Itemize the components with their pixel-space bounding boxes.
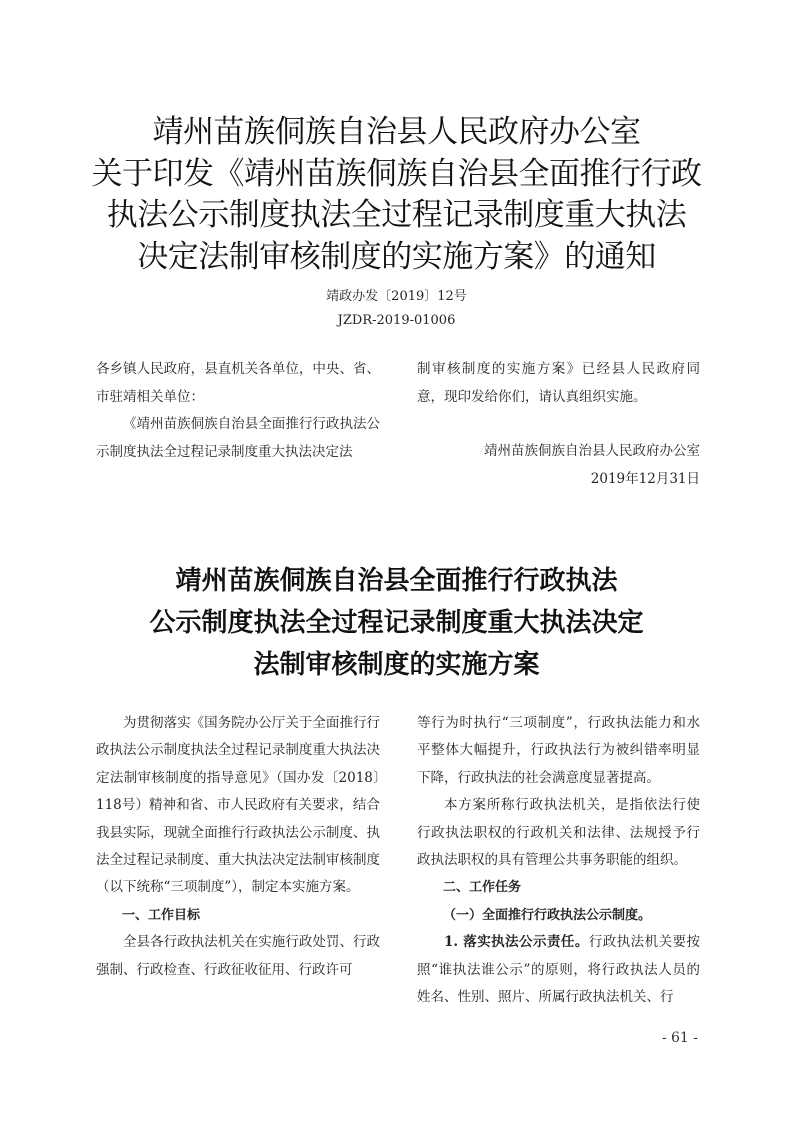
item-text: 行政执法机关要按照“谁执法谁公示”的原则，将行政执法人员的姓名、性别、照片、所属行政执法机关、行 (417, 934, 700, 1006)
notice-paragraph: 《靖州苗族侗族自治县全面推行行政执法公示制度执法全过程记录制度重大执法决定法 (96, 416, 380, 460)
notice-paragraph: 制审核制度的实施方案》已经县人民政府同意，现印发给你们，请认真组织实施。 (417, 361, 700, 405)
spacer (417, 411, 700, 438)
notice-signature: 靖州苗族侗族自治县人民政府办公室 (484, 443, 700, 460)
plan-right-column (417, 710, 700, 1011)
page-number: - 61 - (661, 1030, 698, 1046)
plan-title (0, 560, 793, 686)
subsection-heading: （一）全面推行行政执法公示制度。 (443, 907, 652, 923)
notice-title-line: 决定法制审核制度的实施方案》的通知 (137, 238, 656, 275)
notice-title-line: 关于印发《靖州苗族侗族自治县全面推行行政 (91, 155, 702, 192)
notice-title-line: 执法公示制度执法全过程记录制度重大执法 (106, 197, 687, 233)
plan-title-line: 法制审核制度的实施方案 (253, 650, 540, 680)
plan-item (417, 929, 700, 1011)
plan-paragraph: 本方案所称行政执法机关，是指依法行使行政执法职权的行政机关和法律、法规授予行政执法职权的具有管理公共事务职能的组织。 (417, 797, 700, 869)
notice-left-column (96, 356, 380, 466)
notice-right-column (417, 356, 700, 493)
plan-title-line: 靖州苗族侗族自治县全面推行行政执法 (175, 566, 618, 596)
plan-title-line: 公示制度执法全过程记录制度重大执法决定 (149, 608, 644, 638)
document-number: 靖政办发〔2019〕12号 (326, 289, 467, 304)
plan-left-column (96, 710, 380, 984)
plan-paragraph: 全县各行政执法机关在实施行政处罚、行政强制、行政检查、行政征收征用、行政许可 (96, 934, 380, 978)
notice-title-line: 靖州苗族侗族自治县人民政府办公室 (152, 114, 641, 150)
item-lead: 1. 落实执法公示责任。 (444, 934, 589, 951)
plan-intro: 为贯彻落实《国务院办公厅关于全面推行行政执法公示制度执法全过程记录制度重大执法决定法制审核制度的指导意见》（国办发〔2018〕118号）精神和省、市人民政府有关要求，结合我县实际，现就全面推行行政执法公示制度、执法全过程记录制度、重大执法决定法制审核制度（以下统称“三项制度”），制定本实施方案。 (96, 715, 380, 896)
notice-date: 2019年12月31日 (590, 470, 700, 487)
plan-paragraph: 等行为时执行“三项制度”，行政执法能力和水平整体大幅提升，行政执法行为被纠错率明显下降，行政执法的社会满意度显著提高。 (417, 715, 700, 786)
section-heading: 二、工作任务 (443, 880, 522, 896)
notice-title (0, 112, 793, 278)
section-heading: 一、工作目标 (122, 907, 201, 923)
document-code: JZDR-2019-01006 (337, 313, 456, 328)
notice-addressee: 各乡镇人民政府，县直机关各单位，中央、省、市驻靖相关单位： (96, 361, 380, 405)
